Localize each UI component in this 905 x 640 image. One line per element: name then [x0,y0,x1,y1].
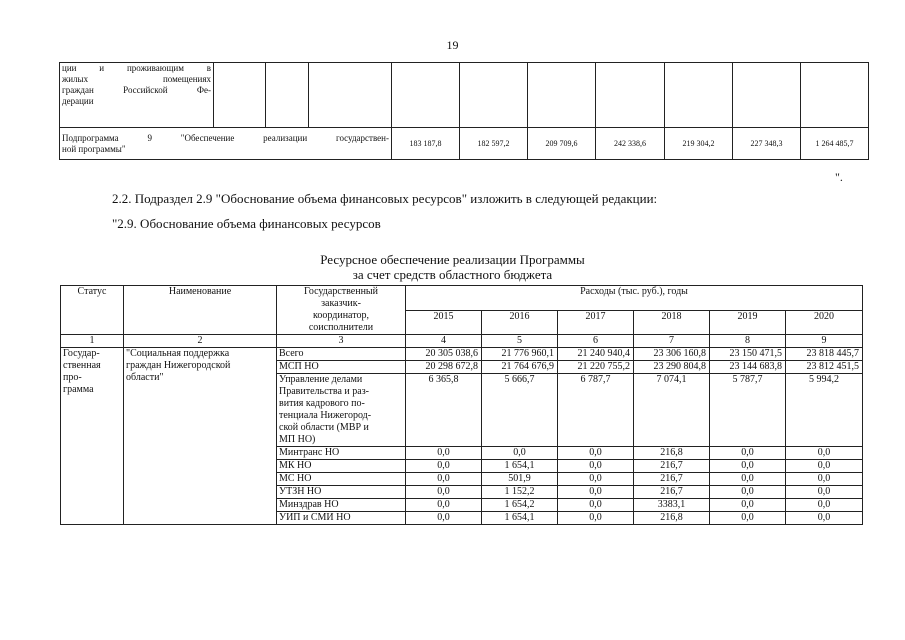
cell-value: 0,0 [786,447,863,460]
cell-value: 0,0 [406,512,482,525]
continuation-text-cell [60,63,214,128]
cell-value: 23 144 683,8 [710,361,786,374]
row-label-line: вития кадрового по- [279,398,365,409]
cell-value: 216,7 [634,486,710,499]
empty-cell [309,63,392,128]
cell-value: 0,0 [406,486,482,499]
cell-value: 23 818 445,7 [786,348,863,361]
header-customer-line: Государственный [303,286,379,297]
cell-value: 23 290 804,8 [634,361,710,374]
row-label: МК НО [277,460,406,473]
row-label-line: ской области (МВР и [279,422,369,433]
subprogram-value: 183 187,8 [392,128,460,160]
cell-value: 0,0 [710,512,786,525]
status-line: Государ- [63,348,100,359]
cell-value: 0,0 [558,447,634,460]
cell-value: 501,9 [482,473,558,486]
header-year: 2020 [786,310,863,335]
cell-value: 20 305 038,6 [406,348,482,361]
row-label-line: МП НО) [279,434,316,445]
empty-cell [528,63,596,128]
header-customer-line: заказчик- [321,298,361,309]
continuation-line: ции и проживающим в [62,63,211,73]
empty-cell [596,63,665,128]
column-number: 1 [61,335,124,348]
header-name: Наименование [124,286,277,335]
cell-value: 21 240 940,4 [558,348,634,361]
cell-value: 0,0 [786,499,863,512]
header-customer [277,286,406,335]
cell-value: 23 306 160,8 [634,348,710,361]
subprogram-value: 242 338,6 [596,128,665,160]
section-heading: "2.9. Обоснование объема финансовых ресурсов [112,216,381,231]
empty-cell [733,63,801,128]
cell-value: 5 787,7 [710,374,786,447]
subprogram-value: 227 348,3 [733,128,801,160]
subprogram-label-cell [60,128,392,160]
cell-value: 7 074,1 [634,374,710,447]
cell-value: 1 654,2 [482,499,558,512]
empty-cell [392,63,460,128]
cell-value: 0,0 [406,473,482,486]
row-label-line: тенциала Нижегород- [279,410,372,421]
column-number: 4 [406,335,482,348]
cell-value: 0,0 [482,447,558,460]
cell-value: 0,0 [406,460,482,473]
row-label: Минтранс НО [277,447,406,460]
cell-value: 21 776 960,1 [482,348,558,361]
header-year: 2018 [634,310,710,335]
row-label: МСП НО [277,361,406,374]
cell-value: 21 764 676,9 [482,361,558,374]
cell-value: 6 365,8 [406,374,482,447]
cell-value: 0,0 [558,486,634,499]
row-label-line: Управление делами [279,374,363,385]
header-year: 2017 [558,310,634,335]
empty-cell [266,63,309,128]
row-label: МС НО [277,473,406,486]
subprogram-line: ной программы" [62,143,126,154]
cell-value: 6 787,7 [558,374,634,447]
page-number: 19 [446,38,459,52]
cell-value: 216,7 [634,460,710,473]
column-number: 9 [786,335,863,348]
row-label: УТЗН НО [277,486,406,499]
cell-value: 20 298 672,8 [406,361,482,374]
row-label: Всего [277,348,406,361]
row-label [277,374,406,447]
cell-value: 0,0 [558,512,634,525]
cell-value: 216,8 [634,447,710,460]
continuation-line: дерации [62,96,94,106]
row-label: Минздрав НО [277,499,406,512]
table-caption-line-1: Ресурсное обеспечение реализации Программы [320,252,585,267]
cell-value: 0,0 [406,447,482,460]
header-year: 2015 [406,310,482,335]
cell-value: 0,0 [710,499,786,512]
cell-value: 1 654,1 [482,512,558,525]
empty-cell [665,63,733,128]
cell-value: 0,0 [710,460,786,473]
cell-value: 5 994,2 [786,374,863,447]
cell-value: 0,0 [558,460,634,473]
column-number: 2 [124,335,277,348]
row-label-line: Правительства и раз- [279,386,369,397]
status-line: про- [63,372,82,383]
cell-value: 0,0 [786,473,863,486]
cell-value: 0,0 [710,447,786,460]
amendment-instruction: 2.2. Подраздел 2.9 "Обоснование объема финансовых ресурсов" изложить в следующей редакции: [112,191,658,206]
cell-value: 3383,1 [634,499,710,512]
subprogram-value: 182 597,2 [460,128,528,160]
cell-value: 0,0 [558,499,634,512]
cell-value: 0,0 [786,460,863,473]
column-number: 8 [710,335,786,348]
cell-value: 23 812 451,5 [786,361,863,374]
table-caption-line-2: за счет средств областного бюджета [352,267,553,282]
cell-value: 0,0 [786,486,863,499]
cell-value: 23 150 471,5 [710,348,786,361]
header-year: 2016 [482,310,558,335]
subprogram-continuation-table [59,62,869,160]
program-name-line: граждан Нижегородской [126,360,231,371]
column-number: 3 [277,335,406,348]
cell-value: 0,0 [406,499,482,512]
cell-value: 21 220 755,2 [558,361,634,374]
subprogram-value: 1 264 485,7 [801,128,869,160]
program-name-line: "Социальная поддержка [126,348,230,359]
header-expenses: Расходы (тыс. руб.), годы [406,286,863,311]
cell-value: 5 666,7 [482,374,558,447]
row-label: УИП и СМИ НО [277,512,406,525]
cell-value: 1 152,2 [482,486,558,499]
column-number: 6 [558,335,634,348]
status-cell [61,348,124,525]
empty-cell [460,63,528,128]
continuation-line: граждан Российской Фе- [62,85,211,95]
cell-value: 0,0 [710,486,786,499]
header-customer-line: координатор, [313,310,369,321]
empty-cell [214,63,266,128]
status-line: ственная [63,360,101,371]
cell-value: 0,0 [558,473,634,486]
column-number: 7 [634,335,710,348]
status-line: грамма [63,384,94,395]
resource-provision-table [60,285,863,525]
column-number: 5 [482,335,558,348]
program-name-line: области" [126,372,164,383]
subprogram-line: Подпрограмма 9 "Обеспечение реализации государствен- [62,132,389,143]
header-year: 2019 [710,310,786,335]
subprogram-value: 219 304,2 [665,128,733,160]
empty-cell [801,63,869,128]
cell-value: 1 654,1 [482,460,558,473]
cell-value: 0,0 [786,512,863,525]
cell-value: 216,8 [634,512,710,525]
subprogram-value: 209 709,6 [528,128,596,160]
header-status: Статус [61,286,124,335]
continuation-line: жилых помещениях [62,74,211,84]
cell-value: 216,7 [634,473,710,486]
program-name-cell [124,348,277,525]
closing-quote: ". [835,170,843,184]
header-customer-line: соисполнители [308,322,374,333]
cell-value: 0,0 [710,473,786,486]
